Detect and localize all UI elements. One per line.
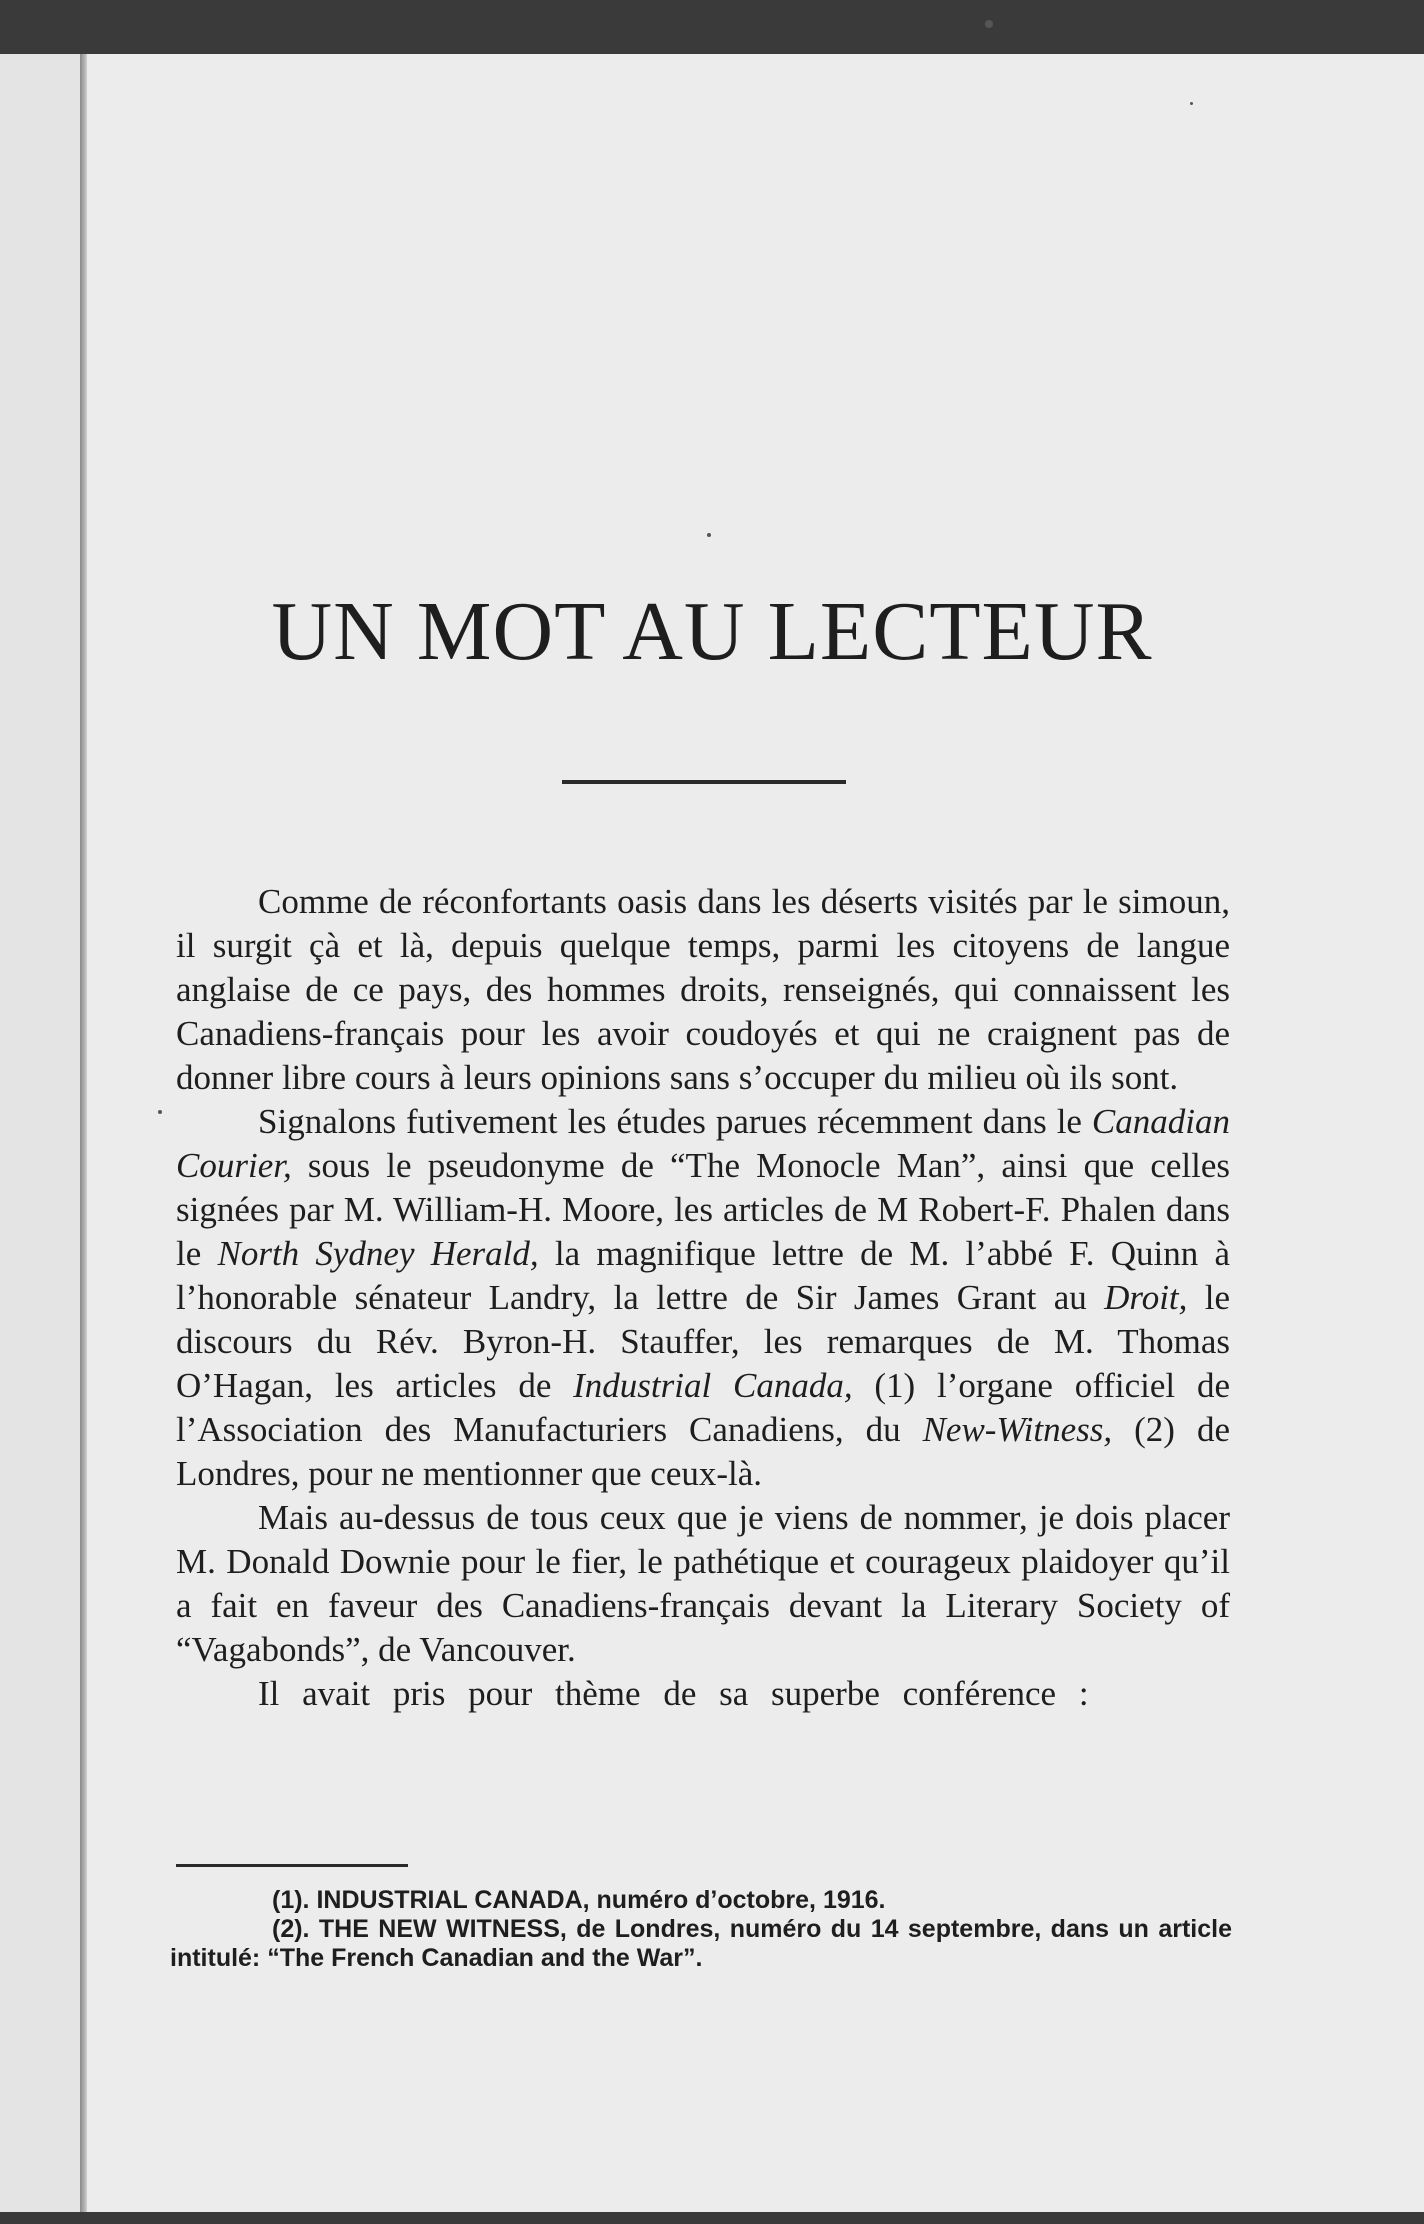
italic-title-text: Industrial Canada, <box>573 1366 853 1405</box>
paragraph <box>176 1100 1230 1496</box>
scan-speck <box>985 20 993 28</box>
italic-title-text: Canadian Courier, <box>176 1102 1230 1185</box>
paragraph <box>176 1672 1230 1716</box>
footnote: (2). THE NEW WITNESS, de Londres, numéro du 14 septembre, dans un article intitulé: “The French Canadian and the War”. <box>170 1915 1232 1972</box>
italic-title-text: North Sydney Herald, <box>217 1234 539 1273</box>
paragraph-text: (2) de Londres, pour ne mentionner que ceux-là. <box>176 1410 1230 1493</box>
page-title: UN MOT AU LECTEUR <box>271 585 1153 678</box>
italic-title-text: New-Witness, <box>922 1410 1113 1449</box>
paragraph-text: Mais au-dessus de tous ceux que je viens de nommer, je dois placer M. Donald Downie pour le fier, le pathétique et courageux plaidoyer qu’il a fait en faveur des Canadiens-français devant la Literary Society of “Vagabonds”, de Vancouver. <box>176 1498 1230 1669</box>
paragraph-text: le discours du Rév. Byron-H. Stauffer, les remarques de M. Thomas O’Hagan, les articles de <box>176 1278 1230 1405</box>
footnotes <box>170 1886 1232 1973</box>
scan-speck <box>707 533 711 537</box>
facing-page-edge <box>0 54 86 2214</box>
scan-speck <box>158 1110 162 1114</box>
footnote: (1). INDUSTRIAL CANADA, numéro d’octobre, 1916. <box>272 1886 886 1914</box>
paragraph-text: sous le pseudonyme de “The Monocle Man”, ainsi que celles signées par M. William-H. Moore, les articles de M Robert-F. Phalen dans le <box>176 1146 1230 1273</box>
scan-speck <box>1190 102 1193 105</box>
paragraph <box>176 880 1230 1100</box>
scan-top-edge <box>0 0 1424 56</box>
body-text <box>176 880 1230 1716</box>
paragraph <box>176 1496 1230 1672</box>
scan-bottom-edge <box>0 2212 1424 2224</box>
page-binding-shadow <box>80 54 87 2214</box>
italic-title-text: Droit, <box>1104 1278 1188 1317</box>
title-divider <box>562 780 846 784</box>
paragraph-text: la magnifique lettre de M. l’abbé F. Quinn à l’honorable sénateur Landry, la lettre de Sir James Grant au <box>176 1234 1230 1317</box>
paragraph-text: (1) l’organe officiel de l’Association des Manufacturiers Canadiens, du <box>176 1366 1230 1449</box>
footnote-divider <box>176 1864 408 1867</box>
paragraph-text: Signalons futivement les études parues récemment dans le <box>258 1102 1092 1141</box>
paragraph-text: Il avait pris pour thème de sa superbe conférence : <box>258 1674 1089 1713</box>
paragraph-text: Comme de réconfortants oasis dans les déserts visités par le simoun, il surgit çà et là, depuis quelque temps, parmi les citoyens de langue anglaise de ce pays, des hommes droits, renseignés, qui connaissent les Canadiens-français pour les avoir coudoyés et qui ne craignent pas de donner libre cours à leurs opinions sans s’occuper du milieu où ils sont. <box>176 882 1230 1097</box>
